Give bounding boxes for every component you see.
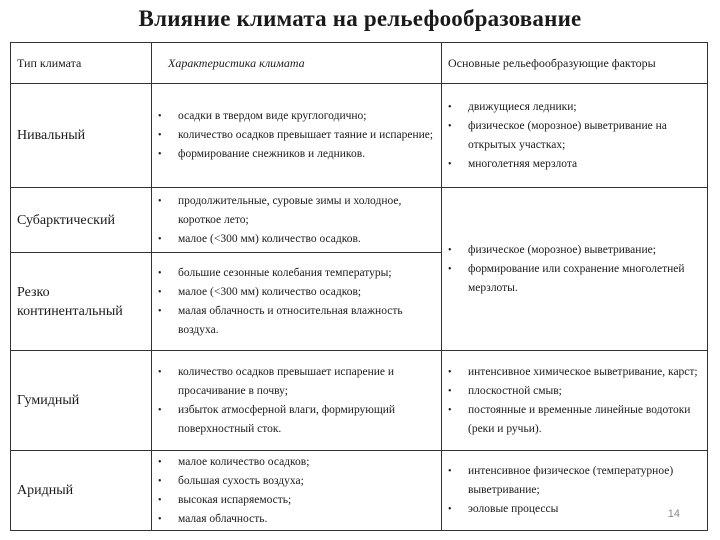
list-item: • малая облачность.	[152, 510, 437, 529]
list-item: • количество осадков превышает испарение и просачивание в почву;	[152, 363, 437, 401]
factors-cell	[442, 351, 708, 451]
factors-cell	[442, 84, 708, 188]
list-item: • физическое (морозное) выветривание на открытых участках;	[442, 117, 703, 155]
list-item: • интенсивное физическое (температурное) выветривание;	[442, 462, 703, 500]
bullet-icon: •	[158, 366, 162, 378]
header-factors: Основные рельефообразующие факторы	[442, 43, 708, 84]
page-number: 14	[667, 508, 680, 520]
list-item: • малая облачность и относительная влажность воздуха.	[152, 302, 437, 340]
climate-table	[10, 42, 708, 531]
list-item: • физическое (морозное) выветривание;	[442, 241, 703, 260]
list-item: • интенсивное химическое выветривание, карст;	[442, 363, 703, 382]
list-item: • движущиеся ледники;	[442, 98, 703, 117]
bullet-icon: •	[158, 305, 162, 317]
header-climate-type: Тип климата	[11, 43, 152, 84]
bullet-icon: •	[158, 195, 162, 207]
climate-type-cell: Аридный	[11, 451, 152, 531]
bullet-icon: •	[448, 404, 452, 416]
list-item: • эоловые процессы	[442, 500, 703, 519]
bullet-icon: •	[158, 111, 162, 122]
list-item: • продолжительные, суровые зимы и холодное, короткое лето;	[152, 192, 437, 230]
table-row	[11, 451, 708, 531]
list-item: • формирование или сохранение многолетней мерзлоты.	[442, 260, 703, 298]
climate-type-cell: Гумидный	[11, 351, 152, 451]
bullet-icon: •	[158, 233, 162, 245]
list-item: • малое (<300 мм) количество осадков.	[152, 230, 437, 249]
bullet-icon: •	[448, 385, 452, 397]
factors-cell	[442, 188, 708, 351]
climate-type-cell: Резко континентальный	[11, 253, 152, 351]
bullet-icon: •	[448, 466, 452, 477]
table-row	[11, 84, 708, 188]
list-item: • малое (<300 мм) количество осадков;	[152, 283, 437, 302]
climate-type-cell: Субарктический	[11, 188, 152, 253]
bullet-icon: •	[448, 244, 452, 256]
list-item: • плоскостной смыв;	[442, 382, 703, 401]
bullet-icon: •	[158, 494, 162, 506]
bullet-icon: •	[158, 404, 162, 416]
bullet-icon: •	[448, 120, 452, 132]
bullet-icon: •	[158, 513, 162, 525]
characteristics-cell	[152, 253, 442, 351]
list-item: • высокая испаряемость;	[152, 491, 437, 510]
characteristics-cell	[152, 451, 442, 531]
bullet-icon: •	[158, 475, 162, 487]
list-item: • избыток атмосферной влаги, формирующий поверхностный сток.	[152, 401, 437, 439]
bullet-icon: •	[448, 158, 452, 170]
climate-type-cell: Нивальный	[11, 84, 152, 188]
characteristics-cell	[152, 84, 442, 188]
list-item: • большие сезонные колебания температуры;	[152, 264, 437, 283]
list-item: • многолетняя мерзлота	[442, 155, 703, 174]
bullet-icon: •	[158, 130, 162, 141]
bullet-icon: •	[448, 101, 452, 113]
list-item: • осадки в твердом виде круглогодично;	[152, 107, 437, 126]
list-item: • малое количество осадков;	[152, 453, 437, 472]
list-item: • количество осадков превышает таяние и испарение;	[152, 126, 437, 145]
list-item: • постоянные и временные линейные водотоки (реки и ручьи).	[442, 401, 703, 439]
bullet-icon: •	[158, 149, 162, 160]
bullet-icon: •	[158, 286, 162, 298]
bullet-icon: •	[448, 366, 452, 378]
list-item: • формирование снежников и ледников.	[152, 145, 437, 164]
header-characteristics: Характеристика климата	[152, 43, 442, 84]
characteristics-cell	[152, 188, 442, 253]
bullet-icon: •	[158, 456, 162, 468]
list-item: • большая сухость воздуха;	[152, 472, 437, 491]
table-row	[11, 351, 708, 451]
page-title: Влияние климата на рельефообразование	[138, 6, 582, 31]
bullet-icon: •	[158, 267, 162, 279]
table-row	[11, 188, 708, 253]
header-row	[11, 43, 708, 84]
bullet-icon: •	[448, 504, 452, 515]
bullet-icon: •	[448, 263, 452, 275]
characteristics-cell	[152, 351, 442, 451]
